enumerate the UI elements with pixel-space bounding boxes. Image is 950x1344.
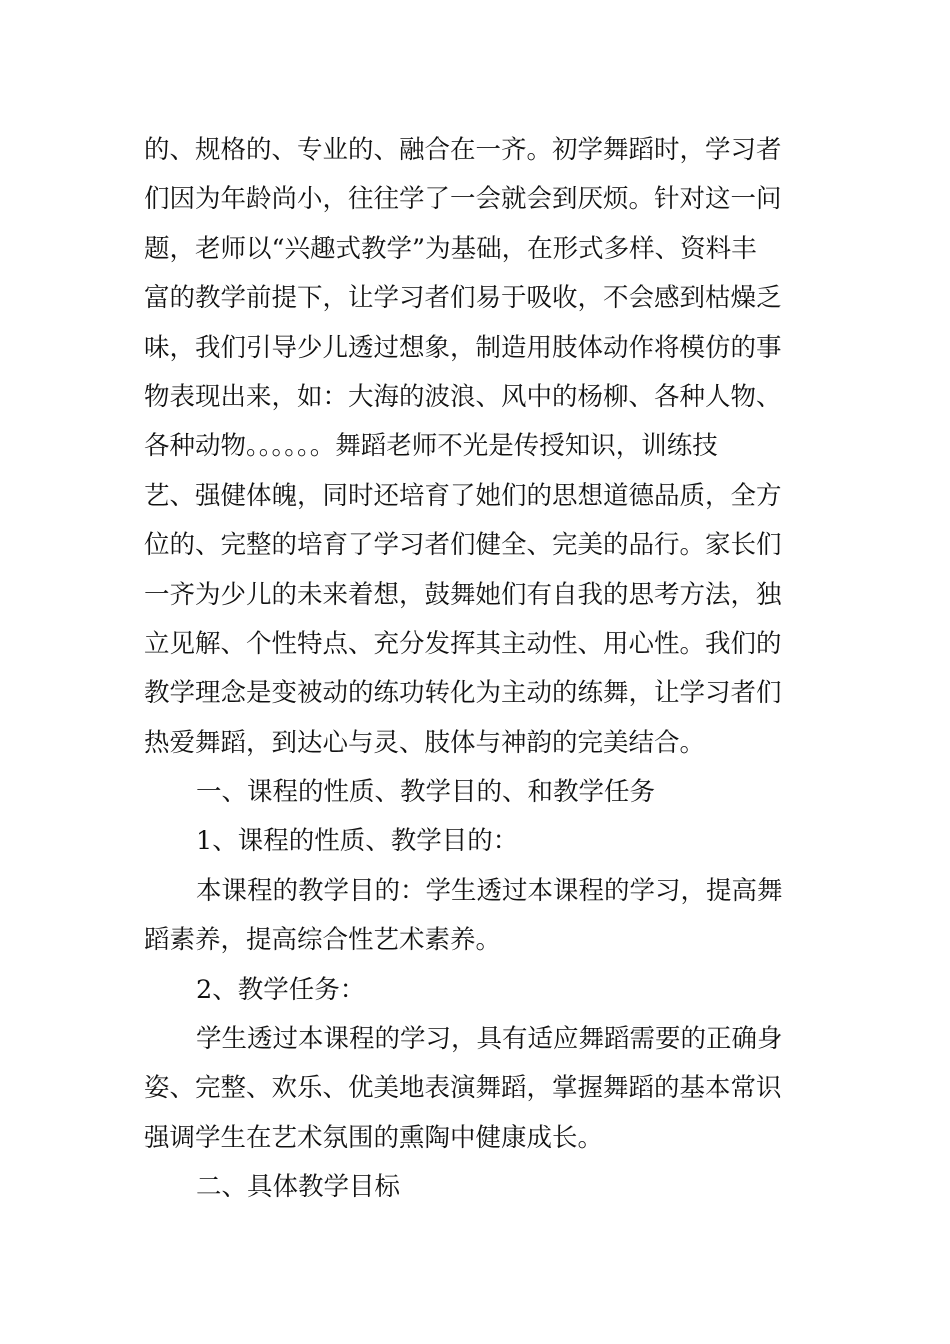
- text-line: 味，我们引导少儿透过想象，制造用肢体动作将模仿的事: [144, 332, 782, 363]
- text-line: 的、规格的、专业的、融合在一齐。初学舞蹈时，学习者: [144, 135, 782, 165]
- text-line: 姿、完整、欢乐、优美地表演舞蹈，掌握舞蹈的基本常识: [144, 1073, 782, 1104]
- text-line: 教学理念是变被动的练功转化为主动的练舞，让学习者们: [144, 678, 782, 709]
- text-line: 一齐为少儿的未来着想，鼓舞她们有自我的思考方法，独: [144, 579, 782, 610]
- text-line: 立见解、个性特点、充分发挥其主动性、用心性。我们的: [144, 628, 782, 659]
- text-line: 学生透过本课程的学习，具有适应舞蹈需要的正确身: [196, 1024, 783, 1055]
- subheading-teaching-tasks: 2、教学任务：: [196, 974, 366, 1005]
- section-heading-course-nature: 一、课程的性质、教学目的、和教学任务: [196, 777, 656, 808]
- text-line: 本课程的教学目的：学生透过本课程的学习，提高舞: [196, 875, 783, 906]
- section-heading-teaching-goals: 二、具体教学目标: [196, 1172, 401, 1203]
- text-line: 位的、完整的培育了学习者们健全、完美的品行。家长们: [144, 530, 782, 561]
- text-line: 富的教学前提下，让学习者们易于吸收，不会感到枯燥乏: [144, 283, 782, 314]
- text-line: 们因为年龄尚小，往往学了一会就会到厌烦。针对这一问: [144, 184, 782, 215]
- text-line: 物表现出来，如：大海的波浪、风中的杨柳、各种人物、: [144, 381, 782, 412]
- subheading-course-purpose: 1、课程的性质、教学目的：: [196, 826, 519, 857]
- document-body: [144, 126, 814, 1213]
- paragraph-teaching-tasks: [144, 1015, 814, 1163]
- text-line: 蹈素养，提高综合性艺术素养。: [144, 925, 502, 956]
- text-line: 各种动物。。。。。。舞蹈老师不光是传授知识，训练技: [144, 431, 718, 462]
- text-line: 强调学生在艺术氛围的熏陶中健康成长。: [144, 1122, 604, 1153]
- text-line: 题，老师以“兴趣式教学”为基础，在形式多样、资料丰: [144, 233, 757, 264]
- text-line: 热爱舞蹈，到达心与灵、肢体与神韵的完美结合。: [144, 727, 706, 758]
- paragraph-teaching-intro: [144, 126, 814, 768]
- text-line: 艺、强健体魄，同时还培育了她们的思想道德品质，全方: [144, 480, 782, 511]
- paragraph-teaching-purpose: [144, 867, 814, 966]
